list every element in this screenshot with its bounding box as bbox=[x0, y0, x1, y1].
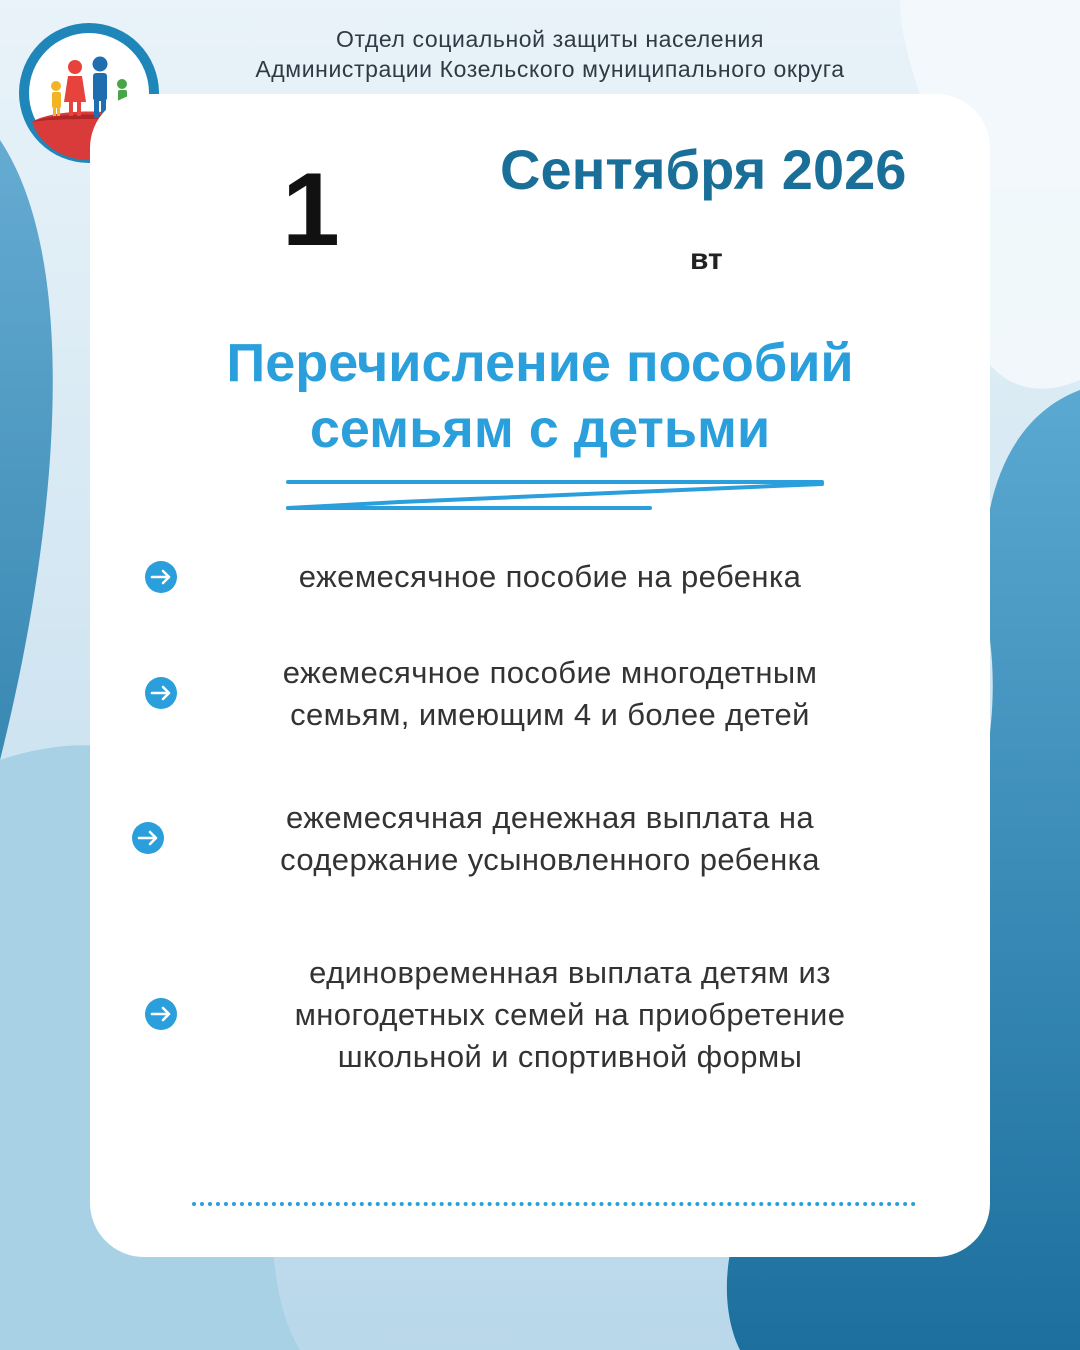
date-weekday: вт bbox=[690, 243, 723, 276]
list-item-line: содержание усыновленного ребенка bbox=[280, 842, 820, 877]
date-month-year: Сентября 2026 bbox=[500, 138, 907, 201]
arrow-right-circle-icon bbox=[144, 997, 178, 1031]
list-item-line: ежемесячная денежная выплата на bbox=[285, 800, 815, 835]
arrow-right-circle-icon bbox=[131, 821, 165, 855]
list-item-line: семьям, имеющим 4 и более детей bbox=[290, 697, 810, 732]
organization-line-1: Отдел социальной защиты населения bbox=[335, 26, 765, 52]
list-item-text bbox=[220, 797, 880, 881]
list-item-line: единовременная выплата детям из bbox=[309, 955, 831, 990]
list-item-text bbox=[220, 556, 880, 598]
dotted-divider bbox=[192, 1202, 916, 1206]
list-item-text bbox=[220, 652, 880, 736]
title-line-2: семьям с детьми bbox=[309, 399, 771, 459]
organization-line-2: Администрации Козельского муниципального округа bbox=[255, 56, 845, 82]
list-item-line: многодетных семей на приобретение bbox=[294, 997, 846, 1032]
organization-name bbox=[180, 24, 920, 84]
arrow-right-circle-icon bbox=[144, 676, 178, 710]
list-item-line: ежемесячное пособие на ребенка bbox=[298, 559, 802, 594]
list-item-line: школьной и спортивной формы bbox=[337, 1039, 803, 1074]
decorative-underline bbox=[280, 474, 830, 518]
title-line-1: Перечисление пособий bbox=[226, 333, 854, 393]
date-day: 1 bbox=[282, 152, 340, 268]
arrow-right-circle-icon bbox=[144, 560, 178, 594]
page-title bbox=[200, 330, 880, 462]
list-item-line: ежемесячное пособие многодетным bbox=[282, 655, 818, 690]
list-item-text bbox=[240, 952, 900, 1078]
